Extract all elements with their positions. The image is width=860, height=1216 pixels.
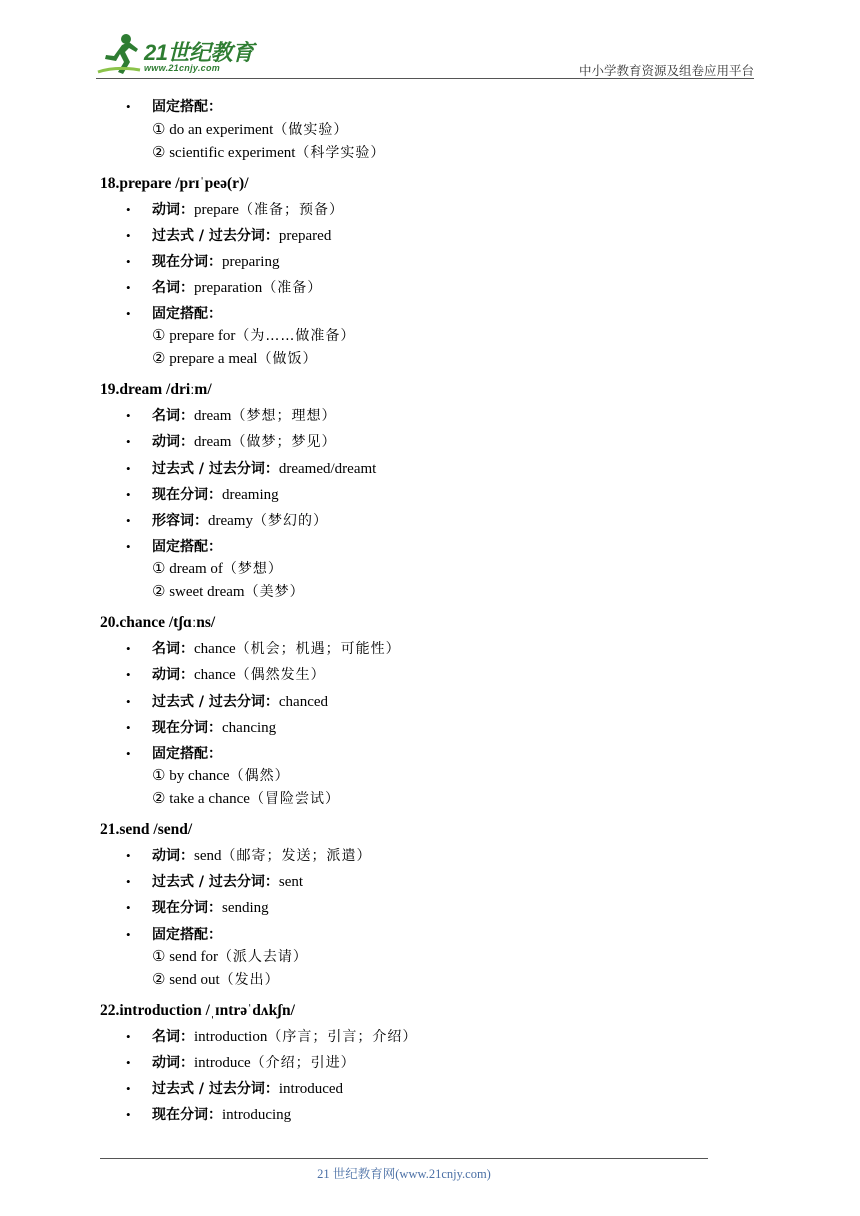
page-header xyxy=(0,0,860,80)
header-platform-text: 中小学教育资源及组卷应用平台 xyxy=(578,63,754,78)
item-english: prepare xyxy=(194,201,239,218)
collocation-chinese: （梦想） xyxy=(222,561,283,578)
list-item xyxy=(100,303,720,372)
collocation-english: ② send out xyxy=(152,972,220,988)
collocation-chinese: （发出） xyxy=(219,972,280,988)
list-item xyxy=(100,96,720,165)
item-label: 现在分词： xyxy=(152,1107,222,1124)
entry-list xyxy=(100,845,720,992)
list-item xyxy=(100,1026,720,1049)
collocation-item xyxy=(152,946,720,969)
item-english: prepared xyxy=(278,227,332,244)
item-english: preparing xyxy=(222,253,280,270)
item-english: send xyxy=(194,848,222,865)
logo-url: www.21cnjy.com xyxy=(144,63,221,73)
list-item xyxy=(100,225,720,248)
item-label: 固定搭配： xyxy=(152,926,222,943)
item-english: sending xyxy=(222,900,269,917)
entry-title: 21.send /send/ xyxy=(100,821,193,839)
list-item xyxy=(100,1104,720,1127)
list-item xyxy=(100,199,720,222)
item-label: 过去式 / 过去分词： xyxy=(152,1081,279,1098)
item-chinese: （梦幻的） xyxy=(252,512,328,529)
collocation-english: ② take a chance xyxy=(152,791,250,808)
item-label: 动词： xyxy=(152,667,194,684)
list-item xyxy=(100,664,720,687)
item-english: chance xyxy=(194,641,236,658)
item-english: sent xyxy=(278,874,304,891)
item-label: 现在分词： xyxy=(152,486,222,503)
item-label: 过去式 / 过去分词： xyxy=(152,874,279,891)
collocation-item xyxy=(152,348,720,371)
item-label: 过去式 / 过去分词： xyxy=(152,693,279,710)
list-item xyxy=(100,845,720,868)
collocation-chinese: （做饭） xyxy=(257,351,318,368)
collocation-item xyxy=(152,119,720,142)
item-label: 动词： xyxy=(152,434,194,451)
collocation-chinese: （为……做准备） xyxy=(235,328,356,345)
collocation-english: ① do an experiment xyxy=(152,121,274,138)
collocation-english: ① dream of xyxy=(152,561,223,578)
collocation-english: ② scientific experiment xyxy=(152,144,296,161)
entry-list xyxy=(100,405,720,604)
runner-icon xyxy=(96,32,142,78)
item-label: 固定搭配： xyxy=(152,305,222,322)
collocation-chinese: （美梦） xyxy=(244,584,305,601)
item-label: 固定搭配： xyxy=(152,745,222,762)
collocation-item xyxy=(152,788,720,811)
list-item xyxy=(100,484,720,507)
item-label: 现在分词： xyxy=(152,719,222,736)
footer-text: 21 世纪教育网(www.21cnjy.com) xyxy=(317,1167,491,1181)
item-chinese: （邮寄；发送；派遣） xyxy=(221,848,372,865)
collocation-chinese: （做实验） xyxy=(273,121,349,138)
entry-list xyxy=(100,96,720,165)
item-chinese: （准备；预备） xyxy=(238,201,344,218)
list-item xyxy=(100,510,720,533)
item-label: 现在分词： xyxy=(152,253,222,270)
collocation-chinese: （科学实验） xyxy=(295,144,386,161)
item-chinese: （准备） xyxy=(262,279,323,296)
vocabulary-content xyxy=(100,96,720,1130)
item-label: 过去式 / 过去分词： xyxy=(152,460,279,477)
logo xyxy=(96,32,266,78)
item-english: dreaming xyxy=(222,486,279,503)
item-english: preparation xyxy=(194,279,263,296)
list-item xyxy=(100,405,720,428)
collocation-item xyxy=(152,142,720,165)
collocation-english: ② prepare a meal xyxy=(152,351,258,368)
collocation-item xyxy=(152,765,720,788)
item-label: 名词： xyxy=(152,1029,194,1045)
item-english: introducing xyxy=(222,1107,292,1124)
footer-divider xyxy=(100,1158,708,1159)
list-item xyxy=(100,1052,720,1075)
entry-title: 18.prepare /prɪˈpeə(r)/ xyxy=(100,174,249,192)
entry-title: 19.dream /driːm/ xyxy=(100,381,212,399)
collocation-item xyxy=(152,581,720,604)
item-english: chanced xyxy=(278,693,329,710)
collocation-english: ① send for xyxy=(152,949,218,965)
item-english: dream xyxy=(194,408,232,425)
collocation-item xyxy=(152,969,720,992)
list-item xyxy=(100,897,720,920)
collocation-item xyxy=(152,325,720,348)
list-item xyxy=(100,251,720,274)
item-english: chance xyxy=(194,667,236,684)
item-label: 名词： xyxy=(152,279,194,296)
list-item xyxy=(100,1078,720,1101)
collocation-chinese: （派人去请） xyxy=(217,949,308,965)
item-english: dreamy xyxy=(208,512,253,529)
logo-text: 21世纪教育 xyxy=(144,40,254,65)
item-english: introduce xyxy=(194,1055,251,1072)
list-item xyxy=(100,924,720,993)
entry-title: 20.chance /tʃɑːns/ xyxy=(100,614,216,632)
item-english: dream xyxy=(194,434,232,451)
collocation-chinese: （冒险尝试） xyxy=(249,791,340,808)
item-chinese: （做梦；梦见） xyxy=(231,434,337,451)
list-item xyxy=(100,431,720,454)
list-item xyxy=(100,871,720,894)
list-item xyxy=(100,277,720,300)
item-chinese: （偶然发生） xyxy=(235,667,326,684)
item-label: 动词： xyxy=(152,201,194,218)
item-english: introduced xyxy=(278,1081,344,1098)
collocation-english: ① prepare for xyxy=(152,328,236,345)
collocation-item xyxy=(152,558,720,581)
item-english: dreamed/dreamt xyxy=(278,460,377,477)
list-item xyxy=(100,691,720,714)
item-label: 固定搭配： xyxy=(152,99,222,115)
entry-title: 22.introduction /ˌɪntrəˈdʌkʃn/ xyxy=(100,1002,295,1019)
item-english: chancing xyxy=(222,719,277,736)
item-english: introduction xyxy=(194,1029,268,1045)
entry-list xyxy=(100,638,720,811)
list-item xyxy=(100,536,720,605)
item-chinese: （序言；引言；介绍） xyxy=(267,1029,418,1045)
collocation-english: ② sweet dream xyxy=(152,584,245,601)
item-chinese: （梦想；理想） xyxy=(231,408,337,425)
list-item xyxy=(100,638,720,661)
item-label: 动词： xyxy=(152,1055,194,1072)
list-item xyxy=(100,717,720,740)
entry-list xyxy=(100,199,720,372)
item-label: 固定搭配： xyxy=(152,538,222,555)
item-chinese: （介绍；引进） xyxy=(250,1055,356,1072)
collocation-english: ① by chance xyxy=(152,768,230,785)
collocation-chinese: （偶然） xyxy=(229,768,290,785)
entry-list xyxy=(100,1026,720,1127)
item-label: 名词： xyxy=(152,408,194,425)
header-divider xyxy=(96,78,754,79)
item-label: 动词： xyxy=(152,848,194,865)
item-chinese: （机会；机遇；可能性） xyxy=(235,641,401,658)
item-label: 形容词： xyxy=(152,512,208,529)
list-item xyxy=(100,458,720,481)
item-label: 名词： xyxy=(152,641,194,658)
item-label: 现在分词： xyxy=(152,900,222,917)
item-label: 过去式 / 过去分词： xyxy=(152,227,279,244)
list-item xyxy=(100,743,720,812)
